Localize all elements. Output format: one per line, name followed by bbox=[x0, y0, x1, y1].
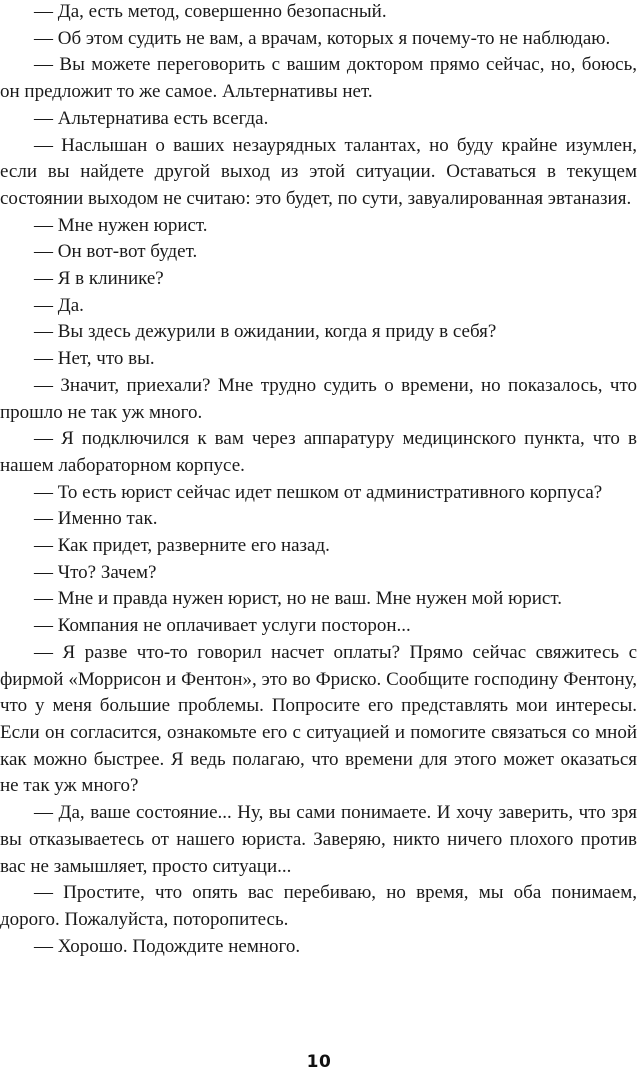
paragraph-23: — Хорошо. Подождите немного. bbox=[34, 935, 301, 957]
paragraph-2: — Об этом судить не вам, а врачам, которых я почему-то не наблюдаю. bbox=[34, 27, 611, 49]
paragraph-20: — Я разве что-то говорил насчет оплаты? Прямо сейчас свяжитесь с фирмой «Моррисон и Фентон», это во Фриско. Сообщите господину Фентону, что у меня большие проблемы. Попросите его представлять мои интересы. Если он согласится, ознакомьте его с ситуацией и помогите связаться со мной как можно быстрее. Я ведь полагаю, что времени для этого может оказаться не так уж много? bbox=[0, 641, 637, 797]
paragraph-1: — Да, есть метод, совершенно безопасный. bbox=[34, 1, 387, 22]
paragraph-13: — Я подключился к вам через аппаратуру медицинского пункта, что в нашем лабораторном корпусе. bbox=[0, 428, 637, 476]
paragraph-17: — Что? Зачем? bbox=[34, 561, 157, 583]
paragraph-21: — Да, ваше состояние... Ну, вы сами понимаете. И хочу заверить, что зря вы отказываетесь от нашего юриста. Заверяю, никто ничего плохого против вас не замышляет, просто ситуаци... bbox=[0, 802, 637, 877]
paragraph-5: — Наслышан о ваших незаурядных талантах, но буду крайне изумлен, если вы найдете другой выход из этой ситуации. Оставаться в текущем состоянии выходом не считаю: это будет, по сути, завуалированная эвтаназия. bbox=[0, 134, 637, 209]
paragraph-14: — То есть юрист сейчас идет пешком от административного корпуса? bbox=[34, 481, 603, 503]
paragraph-18: — Мне и правда нужен юрист, но не ваш. Мне нужен мой юрист. bbox=[34, 588, 562, 610]
page-number: 10 bbox=[306, 1052, 332, 1072]
paragraph-10: — Вы здесь дежурили в ожидании, когда я приду в себя? bbox=[34, 321, 497, 343]
paragraph-3: — Вы можете переговорить с вашим доктором прямо сейчас, но, боюсь, он предложит то же самое. Альтернативы нет. bbox=[0, 54, 637, 103]
paragraph-6: — Мне нужен юрист. bbox=[34, 214, 208, 236]
paragraph-11: — Нет, что вы. bbox=[34, 348, 155, 370]
paragraph-4: — Альтернатива есть всегда. bbox=[34, 107, 269, 129]
paragraph-19: — Компания не оплачивает услуги посторон... bbox=[34, 615, 411, 637]
paragraph-7: — Он вот-вот будет. bbox=[34, 241, 198, 263]
paragraph-12: — Значит, приехали? Мне трудно судить о времени, но показалось, что прошло не так уж много. bbox=[0, 374, 637, 423]
paragraph-9: — Да. bbox=[34, 294, 84, 316]
paragraph-15: — Именно так. bbox=[34, 508, 158, 530]
paragraph-22: — Простите, что опять вас перебиваю, но время, мы оба понимаем, дорого. Пожалуйста, поторопитесь. bbox=[0, 882, 637, 930]
paragraph-16: — Как придет, разверните его назад. bbox=[34, 535, 330, 557]
paragraph-8: — Я в клинике? bbox=[34, 268, 164, 290]
